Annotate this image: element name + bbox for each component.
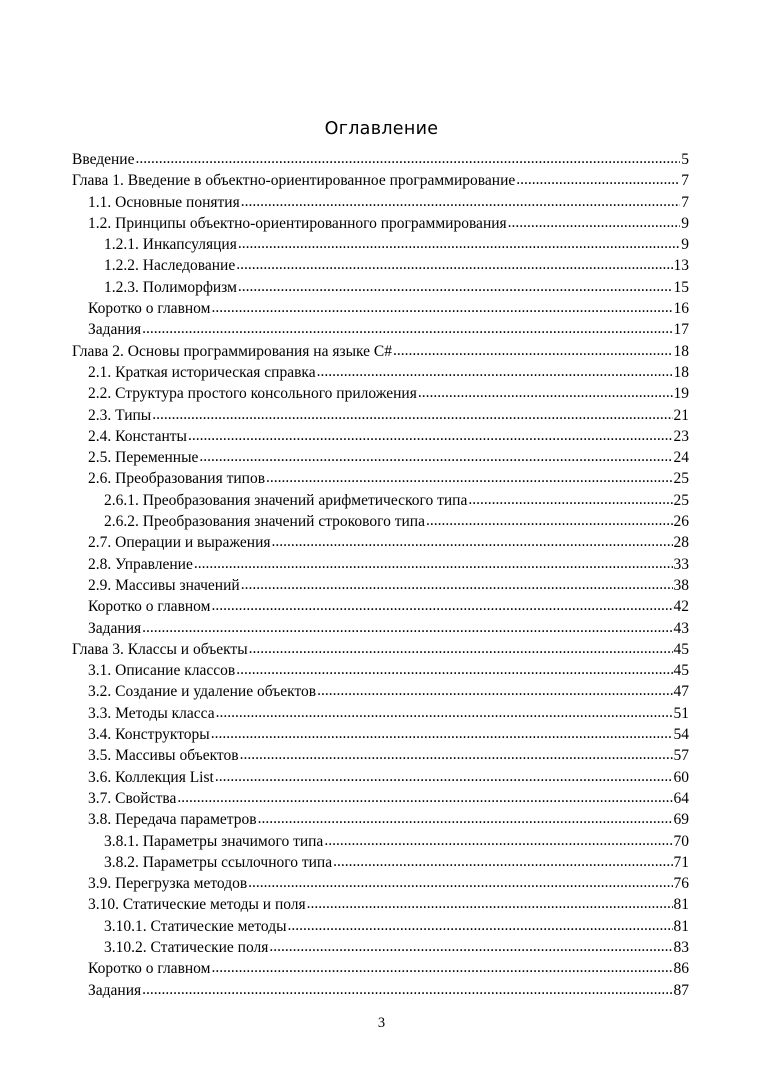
toc-entry[interactable] (72, 383, 689, 404)
toc-dot-leader (211, 957, 672, 978)
toc-entry[interactable] (72, 745, 689, 766)
toc-dot-leader (288, 915, 673, 936)
toc-entry[interactable] (72, 426, 689, 447)
toc-entry-title: Задания (88, 619, 142, 637)
toc-dot-leader (238, 276, 673, 297)
toc-entry-title: 2.7. Операции и выражения (88, 534, 271, 552)
toc-entry[interactable] (72, 255, 689, 276)
toc-entry-page: 26 (673, 513, 689, 531)
toc-dot-leader (238, 233, 680, 254)
toc-dot-leader (211, 595, 672, 616)
toc-entry[interactable] (72, 532, 689, 553)
toc-entry[interactable] (72, 213, 689, 234)
toc-dot-leader (393, 340, 673, 361)
toc-entry[interactable] (72, 511, 689, 532)
toc-entry-page: 81 (673, 896, 689, 914)
toc-dot-leader (516, 169, 680, 190)
toc-entry-title: 1.2.3. Полиморфизм (104, 278, 237, 296)
toc-entry-title: Коротко о главном (88, 598, 211, 616)
toc-entry-title: 3.1. Описание классов (88, 662, 236, 680)
toc-entry-title: 3.6. Коллекция List (88, 768, 214, 786)
toc-dot-leader (468, 489, 672, 510)
toc-entry-title: 2.8. Управление (88, 555, 193, 573)
toc-entry-page: 83 (673, 938, 689, 956)
toc-entry[interactable] (72, 660, 689, 681)
toc-dot-leader (215, 766, 673, 787)
toc-entry[interactable] (72, 873, 689, 894)
toc-entry[interactable] (72, 170, 689, 191)
toc-dot-leader (324, 830, 672, 851)
toc-entry-page: 23 (673, 427, 689, 445)
toc-entry-page: 45 (673, 640, 689, 658)
toc-entry-title: 2.2. Структура простого консольного приложения (88, 385, 417, 403)
page-number: 3 (377, 1015, 386, 1031)
toc-entry-page: 70 (673, 832, 689, 850)
toc-entry-page: 60 (673, 768, 689, 786)
toc-dot-leader (142, 318, 672, 339)
toc-entry-page: 7 (681, 172, 689, 190)
toc-entry-page: 9 (681, 214, 689, 232)
toc-entry[interactable] (72, 724, 689, 745)
toc-entry[interactable] (72, 958, 689, 979)
toc-entry-page: 51 (673, 704, 689, 722)
toc-entry-page: 42 (673, 598, 689, 616)
toc-dot-leader (317, 361, 673, 382)
toc-entry-title: 1.2. Принципы объектно-ориентированного программирования (88, 214, 507, 232)
toc-entry-page: 25 (673, 491, 689, 509)
toc-entry[interactable] (72, 234, 689, 255)
toc-entry[interactable] (72, 809, 689, 830)
toc-entry-title: Глава 1. Введение в объектно-ориентированное программирование (72, 172, 516, 190)
toc-entry[interactable] (72, 618, 689, 639)
toc-entry[interactable] (72, 149, 689, 170)
toc-entry-title: 2.3. Типы (88, 406, 152, 424)
toc-entry[interactable] (72, 468, 689, 489)
toc-entry-page: 9 (681, 236, 689, 254)
toc-entry-page: 81 (673, 917, 689, 935)
toc-entry-page: 45 (673, 662, 689, 680)
toc-entry-title: 1.2.2. Наследование (104, 257, 236, 275)
toc-entry-title: 3.10.1. Статические методы (104, 917, 287, 935)
toc-entry-title: Глава 2. Основы программирования на языке C# (72, 342, 392, 360)
toc-entry[interactable] (72, 937, 689, 958)
toc-entry-title: Задания (88, 321, 142, 339)
toc-entry-page: 76 (673, 875, 689, 893)
toc-entry-page: 5 (681, 151, 689, 168)
toc-entry-title: 3.2. Создание и удаление объектов (88, 683, 317, 701)
toc-entry[interactable] (72, 852, 689, 873)
toc-dot-leader (211, 297, 672, 318)
toc-entry-title: Задания (88, 981, 142, 999)
toc-dot-leader (142, 979, 672, 1000)
toc-dot-leader (508, 212, 681, 233)
toc-entry[interactable] (72, 681, 689, 702)
toc-dot-leader (236, 659, 672, 680)
toc-entry-page: 15 (673, 278, 689, 296)
toc-entry[interactable] (72, 490, 689, 511)
toc-dot-leader (142, 617, 672, 638)
toc-entry-page: 17 (673, 321, 689, 339)
toc-entry-page: 28 (673, 534, 689, 552)
toc-entry-title: Глава 3. Классы и объекты (72, 640, 248, 658)
toc-entry-title: 3.7. Свойства (88, 789, 177, 807)
toc-entry-title: 2.1. Краткая историческая справка (88, 363, 316, 381)
toc-entry-page: 38 (673, 576, 689, 594)
toc-entry-page: 47 (673, 683, 689, 701)
toc-entry[interactable] (72, 554, 689, 575)
toc-entry-page: 19 (673, 385, 689, 403)
toc-entry-page: 25 (673, 470, 689, 488)
toc-entry[interactable] (72, 831, 689, 852)
toc-dot-leader (258, 808, 673, 829)
page-title: Оглавление (324, 119, 439, 139)
toc-entry-title: 3.8.2. Параметры ссылочного типа (104, 853, 333, 871)
toc-dot-leader (240, 744, 673, 765)
toc-entry-page: 64 (673, 789, 689, 807)
table-of-contents (72, 149, 689, 1001)
toc-entry[interactable] (72, 575, 689, 596)
toc-entry-title: 3.10.2. Статические поля (104, 938, 269, 956)
toc-entry-title: 2.4. Константы (88, 427, 187, 445)
toc-entry[interactable] (72, 277, 689, 298)
toc-entry-page: 13 (673, 257, 689, 275)
toc-entry-title: 2.6.2. Преобразования значений строкового типа (104, 513, 425, 531)
toc-dot-leader (272, 531, 673, 552)
toc-entry[interactable] (72, 298, 689, 319)
toc-entry[interactable] (72, 405, 689, 426)
toc-entry[interactable] (72, 916, 689, 937)
toc-dot-leader (266, 467, 672, 488)
toc-dot-leader (199, 446, 672, 467)
toc-entry-title: Коротко о главном (88, 300, 211, 318)
toc-entry-page: 71 (673, 853, 689, 871)
toc-entry[interactable] (72, 894, 689, 915)
toc-dot-leader (333, 851, 672, 872)
toc-entry-page: 33 (673, 555, 689, 573)
toc-entry-page: 16 (673, 300, 689, 318)
toc-dot-leader (211, 723, 673, 744)
toc-entry[interactable] (72, 639, 689, 660)
toc-entry-page: 24 (673, 449, 689, 467)
toc-entry-title: Коротко о главном (88, 960, 211, 978)
toc-entry-title: 3.10. Статические методы и поля (88, 896, 306, 914)
toc-entry-title: 3.8.1. Параметры значимого типа (104, 832, 324, 850)
toc-dot-leader (216, 702, 673, 723)
toc-entry-title: 3.5. Массивы объектов (88, 747, 239, 765)
toc-dot-leader (194, 553, 673, 574)
toc-dot-leader (249, 638, 673, 659)
toc-dot-leader (177, 787, 672, 808)
toc-entry[interactable] (72, 596, 689, 617)
toc-entry[interactable] (72, 767, 689, 788)
toc-entry-page: 87 (673, 981, 689, 999)
toc-entry-title: Введение (72, 151, 135, 168)
toc-entry-page: 7 (681, 193, 689, 211)
toc-entry-page: 54 (673, 726, 689, 744)
toc-entry-title: 3.3. Методы класса (88, 704, 215, 722)
toc-entry-title: 3.8. Передача параметров (88, 811, 257, 829)
toc-entry[interactable] (72, 447, 689, 468)
toc-entry[interactable] (72, 703, 689, 724)
toc-entry[interactable] (72, 362, 689, 383)
toc-entry-page: 69 (673, 811, 689, 829)
toc-dot-leader (269, 936, 672, 957)
toc-entry[interactable] (72, 319, 689, 340)
toc-dot-leader (317, 680, 672, 701)
toc-dot-leader (152, 404, 672, 425)
toc-entry-title: 1.2.1. Инкапсуляция (104, 236, 237, 254)
toc-entry-page: 18 (673, 363, 689, 381)
toc-entry-page: 18 (673, 342, 689, 360)
toc-dot-leader (188, 425, 673, 446)
toc-entry-page: 57 (673, 747, 689, 765)
toc-entry-page: 21 (673, 406, 689, 424)
toc-entry-title: 2.6. Преобразования типов (88, 470, 266, 488)
toc-dot-leader (248, 872, 672, 893)
toc-entry-title: 3.4. Конструкторы (88, 726, 210, 744)
toc-entry-title: 2.6.1. Преобразования значений арифметического типа (104, 491, 468, 509)
toc-entry-title: 1.1. Основные понятия (88, 193, 240, 211)
toc-entry[interactable] (72, 980, 689, 1001)
toc-entry[interactable] (72, 788, 689, 809)
toc-dot-leader (241, 191, 681, 212)
toc-entry[interactable] (72, 192, 689, 213)
toc-dot-leader (307, 893, 673, 914)
toc-entry-title: 2.9. Массивы значений (88, 576, 240, 594)
toc-entry[interactable] (72, 341, 689, 362)
toc-dot-leader (426, 510, 673, 531)
toc-dot-leader (418, 382, 673, 403)
toc-dot-leader (135, 148, 680, 169)
toc-entry-title: 2.5. Переменные (88, 449, 199, 467)
toc-entry-title: 3.9. Перегрузка методов (88, 875, 248, 893)
toc-entry-page: 86 (673, 960, 689, 978)
toc-dot-leader (241, 574, 673, 595)
toc-dot-leader (236, 254, 672, 275)
toc-entry-page: 43 (673, 619, 689, 637)
